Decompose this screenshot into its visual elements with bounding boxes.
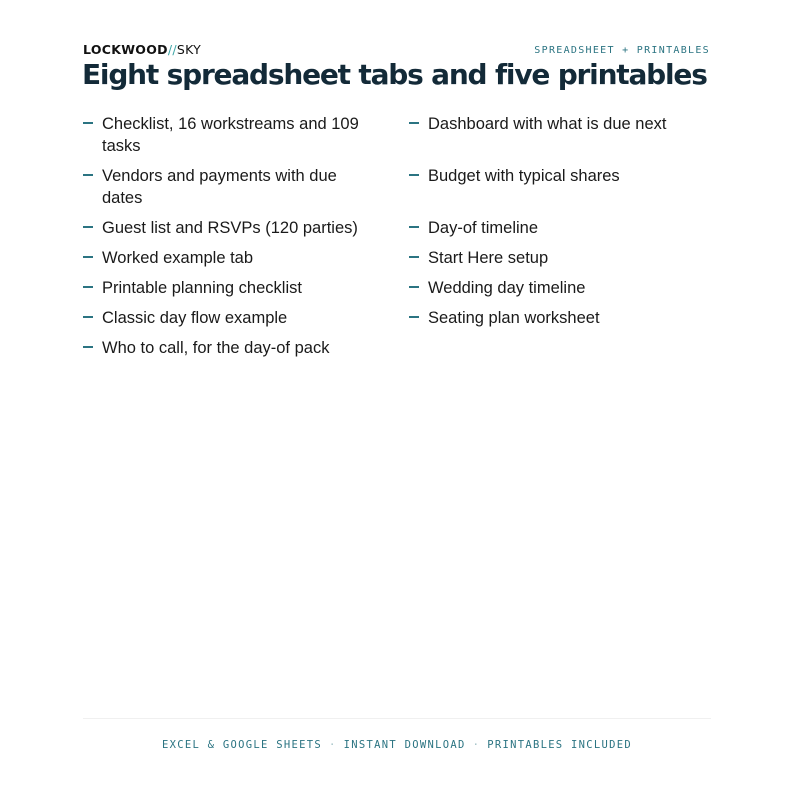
list-item — [409, 247, 709, 269]
dash-bullet-icon — [83, 226, 93, 228]
feature-list-right — [409, 113, 709, 329]
dash-bullet-icon — [83, 316, 93, 318]
feature-list-left — [83, 113, 378, 359]
list-item — [409, 165, 709, 187]
list-item-label: Start Here setup — [428, 249, 549, 267]
product-type-tag: SPREADSHEET + PRINTABLES — [534, 45, 710, 56]
dash-bullet-icon — [409, 122, 419, 124]
footer-separator: · — [472, 739, 481, 751]
brand-primary: LOCKWOOD — [83, 42, 168, 57]
footer-item-printables: PRINTABLES INCLUDED — [487, 739, 633, 751]
list-item — [83, 307, 378, 329]
list-item — [83, 277, 378, 299]
brand-separator: // — [167, 42, 177, 57]
dash-bullet-icon — [409, 226, 419, 228]
dash-bullet-icon — [409, 286, 419, 288]
list-item — [83, 217, 378, 239]
list-item — [83, 247, 378, 269]
list-item-label: Dashboard with what is due next — [428, 115, 667, 133]
dash-bullet-icon — [83, 256, 93, 258]
list-item-label: Guest list and RSVPs (120 parties) — [102, 219, 358, 237]
list-item — [83, 165, 378, 209]
list-item-label: Day-of timeline — [428, 219, 539, 237]
list-item — [409, 217, 709, 239]
footer-separator: · — [329, 739, 337, 751]
list-item-label: Who to call, for the day-of pack — [102, 339, 330, 357]
list-item — [83, 337, 378, 359]
footer-divider — [83, 718, 711, 719]
dash-bullet-icon — [409, 256, 419, 258]
list-item-label: Vendors and payments with due dates — [102, 167, 337, 207]
list-item-label: Checklist, 16 workstreams and 109 tasks — [102, 115, 359, 155]
dash-bullet-icon — [409, 316, 419, 318]
footer-item-download: INSTANT DOWNLOAD — [343, 739, 466, 751]
dash-bullet-icon — [409, 174, 419, 176]
list-item-label: Printable planning checklist — [102, 279, 302, 297]
list-item-label: Budget with typical shares — [428, 167, 620, 185]
dash-bullet-icon — [83, 122, 93, 124]
list-item — [409, 113, 709, 135]
page-title: Eight spreadsheet tabs and five printables — [82, 58, 707, 91]
dash-bullet-icon — [83, 174, 93, 176]
list-item — [409, 307, 709, 329]
dash-bullet-icon — [83, 286, 93, 288]
list-item — [83, 113, 378, 157]
list-item-label: Wedding day timeline — [428, 279, 586, 297]
list-item-label: Classic day flow example — [102, 309, 288, 327]
list-item — [409, 277, 709, 299]
footer-features — [0, 738, 794, 752]
dash-bullet-icon — [83, 346, 93, 348]
footer-item-formats: EXCEL & GOOGLE SHEETS — [161, 739, 323, 751]
list-item-label: Seating plan worksheet — [428, 309, 600, 327]
list-item-label: Worked example tab — [102, 249, 254, 267]
brand-secondary: SKY — [176, 42, 202, 57]
